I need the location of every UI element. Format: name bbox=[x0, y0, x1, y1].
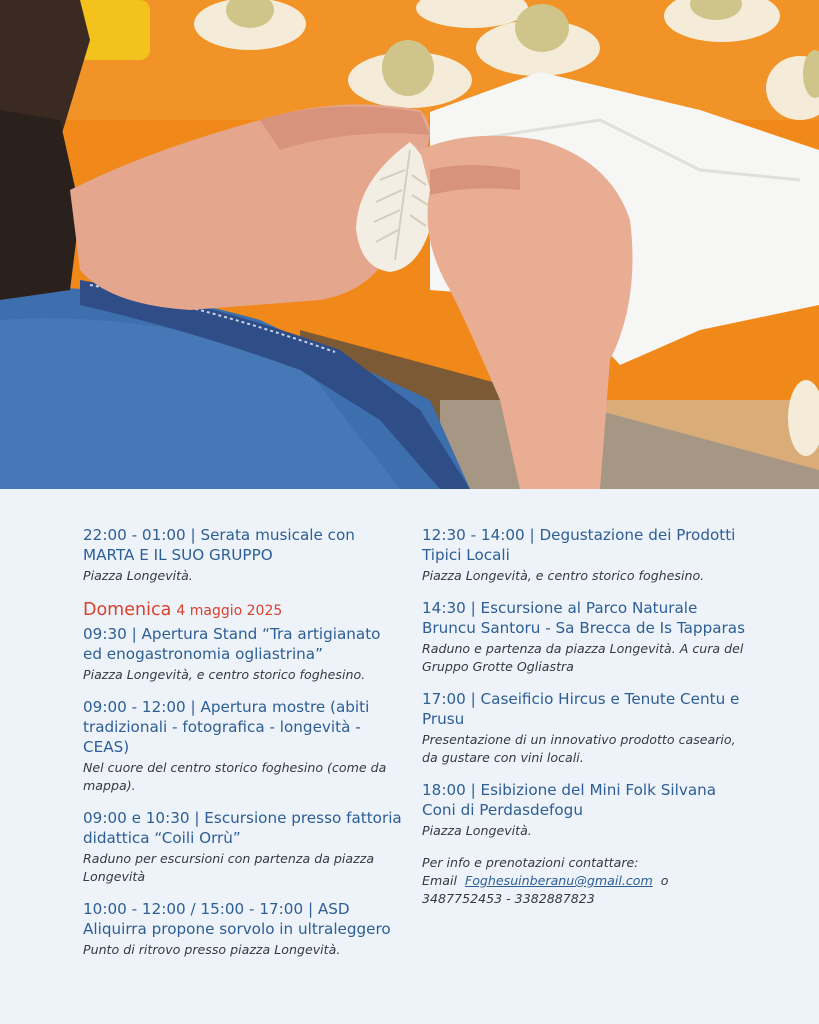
event-title: 17:00 | Caseificio Hircus e Tenute Centu e Prusu bbox=[422, 690, 740, 728]
event-mini-folk bbox=[422, 780, 752, 840]
event-escursione-fattoria bbox=[83, 808, 403, 886]
event-title: 10:00 - 12:00 / 15:00 - 17:00 | ASD Aliquirra propone sorvolo in ultraleggero bbox=[83, 900, 391, 938]
pasta-making-illustration bbox=[0, 0, 819, 489]
event-location: Piazza Longevità. bbox=[422, 823, 532, 838]
program-right-column bbox=[422, 525, 752, 908]
email-link[interactable]: Foghesuinberanu@gmail.com bbox=[464, 873, 653, 888]
event-location: Piazza Longevità, e centro storico foghesino. bbox=[83, 667, 366, 682]
event-title: 22:00 - 01:00 | Serata musicale con MARTA E IL SUO GRUPPO bbox=[83, 526, 355, 564]
contact-email-line bbox=[422, 872, 752, 890]
contact-intro: Per info e prenotazioni contattare: bbox=[422, 855, 639, 870]
event-description: Presentazione di un innovativo prodotto caseario, da gustare con vini locali. bbox=[422, 732, 736, 765]
day-name: Domenica bbox=[83, 600, 172, 620]
event-serata-musicale bbox=[83, 525, 403, 585]
event-title: 18:00 | Esibizione del Mini Folk Silvana Coni di Perdasdefogu bbox=[422, 781, 717, 819]
contact-info bbox=[422, 854, 752, 908]
event-title: 14:30 | Escursione al Parco Naturale Bruncu Santoru - Sa Brecca de Is Tapparas bbox=[422, 599, 745, 637]
hero-photo bbox=[0, 0, 819, 489]
event-location: Piazza Longevità, e centro storico foghesino. bbox=[422, 568, 705, 583]
event-location: Raduno per escursioni con partenza da piazza Longevità bbox=[83, 851, 375, 884]
contact-phones: 3487752453 - 3382887823 bbox=[422, 891, 595, 906]
event-title: 09:30 | Apertura Stand “Tra artigianato ed enogastronomia ogliastrina” bbox=[83, 625, 381, 663]
event-degustazione bbox=[422, 525, 752, 585]
event-title: 09:00 - 12:00 | Apertura mostre (abiti tradizionali - fotografica - longevità - CEAS) bbox=[83, 698, 370, 756]
contact-connector: o bbox=[660, 873, 669, 888]
event-location: Punto di ritrovo presso piazza Longevità. bbox=[83, 942, 341, 957]
event-apertura-stand bbox=[83, 624, 403, 684]
program-left-column bbox=[83, 525, 403, 965]
event-sorvolo-ultraleggero bbox=[83, 899, 403, 959]
event-location: Nel cuore del centro storico foghesino (come da mappa). bbox=[83, 760, 387, 793]
day-date: 4 maggio 2025 bbox=[176, 603, 283, 619]
event-title: 12:30 - 14:00 | Degustazione dei Prodotti Tipici Locali bbox=[422, 526, 736, 564]
event-location: Raduno e partenza da piazza Longevità. A cura del Gruppo Grotte Ogliastra bbox=[422, 641, 744, 674]
event-title: 09:00 e 10:30 | Escursione presso fattoria didattica “Coili Orrù” bbox=[83, 809, 402, 847]
email-label: Email bbox=[422, 873, 457, 888]
event-apertura-mostre bbox=[83, 697, 403, 795]
event-escursione-parco bbox=[422, 598, 752, 676]
day-heading bbox=[83, 599, 403, 622]
event-location: Piazza Longevità. bbox=[83, 568, 193, 583]
event-caseificio bbox=[422, 689, 752, 767]
